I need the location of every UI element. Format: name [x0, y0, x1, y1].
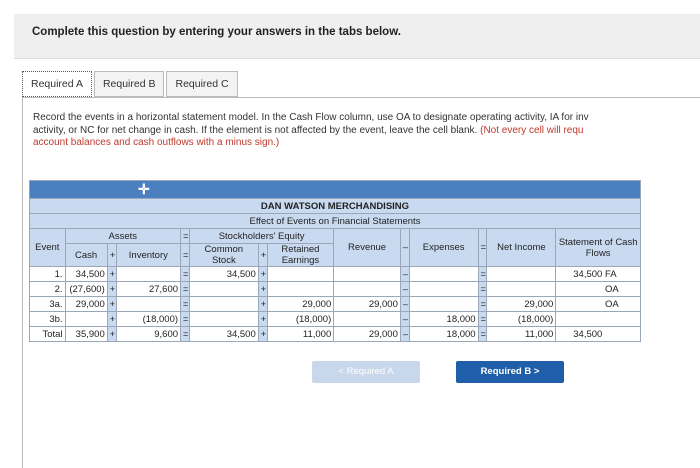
equals-sign: =	[181, 327, 190, 342]
instructions-line2b: (Not every cell will requ	[480, 124, 584, 136]
expenses-total[interactable]: 18,000	[409, 327, 478, 342]
activity-input[interactable]: FA	[604, 268, 617, 280]
common-stock-total[interactable]: 34,500	[189, 327, 258, 342]
retained-earnings-total[interactable]: 11,000	[267, 327, 334, 342]
expenses-input[interactable]	[409, 297, 478, 312]
plus-sign: +	[107, 312, 116, 327]
header-event: Event	[30, 229, 66, 267]
instructions-line2	[33, 125, 700, 138]
cash-input[interactable]: 34,500	[65, 267, 107, 282]
header-common-stock: Common Stock	[189, 244, 258, 267]
revenue-input[interactable]	[334, 282, 401, 297]
equals-sign: =	[478, 282, 487, 297]
plus-sign: +	[258, 312, 267, 327]
minus-sign: –	[400, 267, 409, 282]
question-banner	[14, 14, 700, 59]
cash-flow-cell[interactable]	[556, 267, 641, 282]
table-row	[30, 282, 641, 297]
equals-sign: =	[181, 267, 190, 282]
header-plus: +	[107, 244, 116, 267]
equals-sign: =	[478, 312, 487, 327]
header-expenses: Expenses	[409, 229, 478, 267]
cash-flow-input[interactable]: 34,500	[573, 268, 603, 280]
row-event: 3a.	[30, 297, 66, 312]
worksheet	[29, 180, 665, 342]
net-income-input[interactable]: 29,000	[487, 297, 556, 312]
revenue-input[interactable]	[334, 312, 401, 327]
revenue-input[interactable]	[334, 267, 401, 282]
plus-sign: +	[258, 267, 267, 282]
row-event: 3b.	[30, 312, 66, 327]
expand-plus-icon[interactable]: ✛	[138, 181, 150, 197]
minus-sign: –	[400, 312, 409, 327]
inventory-input[interactable]	[116, 297, 180, 312]
table-row	[30, 267, 641, 282]
tab-required-b[interactable]: Required B	[94, 71, 165, 97]
cash-input[interactable]: (27,600)	[65, 282, 107, 297]
header-net-income: Net Income	[487, 229, 556, 267]
header-assets: Assets	[65, 229, 181, 244]
next-required-b-button[interactable]: Required B >	[456, 361, 564, 383]
common-stock-input[interactable]	[189, 297, 258, 312]
cash-flow-cell[interactable]	[556, 327, 641, 342]
inventory-input[interactable]: 27,600	[116, 282, 180, 297]
header-minus: –	[400, 229, 409, 267]
net-income-total[interactable]: 11,000	[487, 327, 556, 342]
horizontal-statement-model	[29, 180, 641, 342]
plus-sign: +	[107, 282, 116, 297]
plus-sign: +	[258, 282, 267, 297]
cash-total[interactable]: 35,900	[65, 327, 107, 342]
header-equals: =	[181, 229, 190, 244]
minus-sign: –	[400, 327, 409, 342]
minus-sign: –	[400, 297, 409, 312]
row-event: 1.	[30, 267, 66, 282]
header-cash: Cash	[65, 244, 107, 267]
tab-panel	[22, 97, 700, 468]
net-income-input[interactable]: (18,000)	[487, 312, 556, 327]
table-row	[30, 312, 641, 327]
banner-text: Complete this question by entering your answers in the tabs below.	[32, 26, 401, 38]
retained-earnings-input[interactable]	[267, 267, 334, 282]
net-income-input[interactable]	[487, 282, 556, 297]
plus-sign: +	[107, 267, 116, 282]
equals-sign: =	[478, 327, 487, 342]
company-name: DAN WATSON MERCHANDISING	[30, 199, 641, 214]
retained-earnings-input[interactable]: (18,000)	[267, 312, 334, 327]
inventory-input[interactable]: (18,000)	[116, 312, 180, 327]
expenses-input[interactable]: 18,000	[409, 312, 478, 327]
equals-sign: =	[181, 312, 190, 327]
cash-input[interactable]: 29,000	[65, 297, 107, 312]
header-inventory: Inventory	[116, 244, 180, 267]
revenue-total[interactable]: 29,000	[334, 327, 401, 342]
equals-sign: =	[478, 267, 487, 282]
plus-sign: +	[107, 327, 116, 342]
equals-sign: =	[478, 297, 487, 312]
cash-flow-cell[interactable]	[556, 297, 641, 312]
row-event: 2.	[30, 282, 66, 297]
net-income-input[interactable]	[487, 267, 556, 282]
equals-sign: =	[181, 282, 190, 297]
prev-required-a-button[interactable]: < Required A	[312, 361, 420, 383]
cash-flow-cell[interactable]	[556, 282, 641, 297]
plus-sign: +	[258, 297, 267, 312]
header-retained-earnings: Retained Earnings	[267, 244, 334, 267]
header-stockholders-equity: Stockholders' Equity	[189, 229, 333, 244]
table-row-total	[30, 327, 641, 342]
instructions-line2a: activity, or NC for net change in cash. If the element is not affected by the event, leave the cell blank.	[33, 124, 481, 136]
cash-flow-total[interactable]: 34,500	[573, 328, 603, 340]
instructions	[33, 112, 700, 150]
common-stock-input[interactable]	[189, 282, 258, 297]
plus-sign: +	[258, 327, 267, 342]
inventory-input[interactable]	[116, 267, 180, 282]
revenue-input[interactable]: 29,000	[334, 297, 401, 312]
table-subtitle: Effect of Events on Financial Statements	[30, 214, 641, 229]
common-stock-input[interactable]: 34,500	[189, 267, 258, 282]
expenses-input[interactable]	[409, 282, 478, 297]
instructions-line3: account balances and cash outflows with a minus sign.)	[33, 137, 280, 148]
minus-sign: –	[400, 282, 409, 297]
row-event: Total	[30, 327, 66, 342]
common-stock-input[interactable]	[189, 312, 258, 327]
instructions-line1: Record the events in a horizontal statement model. In the Cash Flow column, use OA to designate operating activity, IA for inv	[33, 112, 589, 123]
equals-sign: =	[181, 297, 190, 312]
cash-flow-cell[interactable]	[556, 312, 641, 327]
expenses-input[interactable]	[409, 267, 478, 282]
inventory-total[interactable]: 9,600	[116, 327, 180, 342]
tab-bar	[22, 71, 240, 97]
plus-sign: +	[107, 297, 116, 312]
header-equals-3: =	[181, 244, 190, 267]
retained-earnings-input[interactable]: 29,000	[267, 297, 334, 312]
table-row	[30, 297, 641, 312]
cash-input[interactable]	[65, 312, 107, 327]
tab-required-c[interactable]: Required C	[166, 71, 237, 97]
retained-earnings-input[interactable]	[267, 282, 334, 297]
activity-input[interactable]: OA	[604, 283, 619, 295]
header-cash-flows: Statement of Cash Flows	[556, 229, 641, 267]
activity-input[interactable]: OA	[604, 298, 619, 310]
header-equals-2: =	[478, 229, 487, 267]
tab-required-a[interactable]: Required A	[22, 71, 92, 97]
header-plus-2: +	[258, 244, 267, 267]
header-revenue: Revenue	[334, 229, 401, 267]
